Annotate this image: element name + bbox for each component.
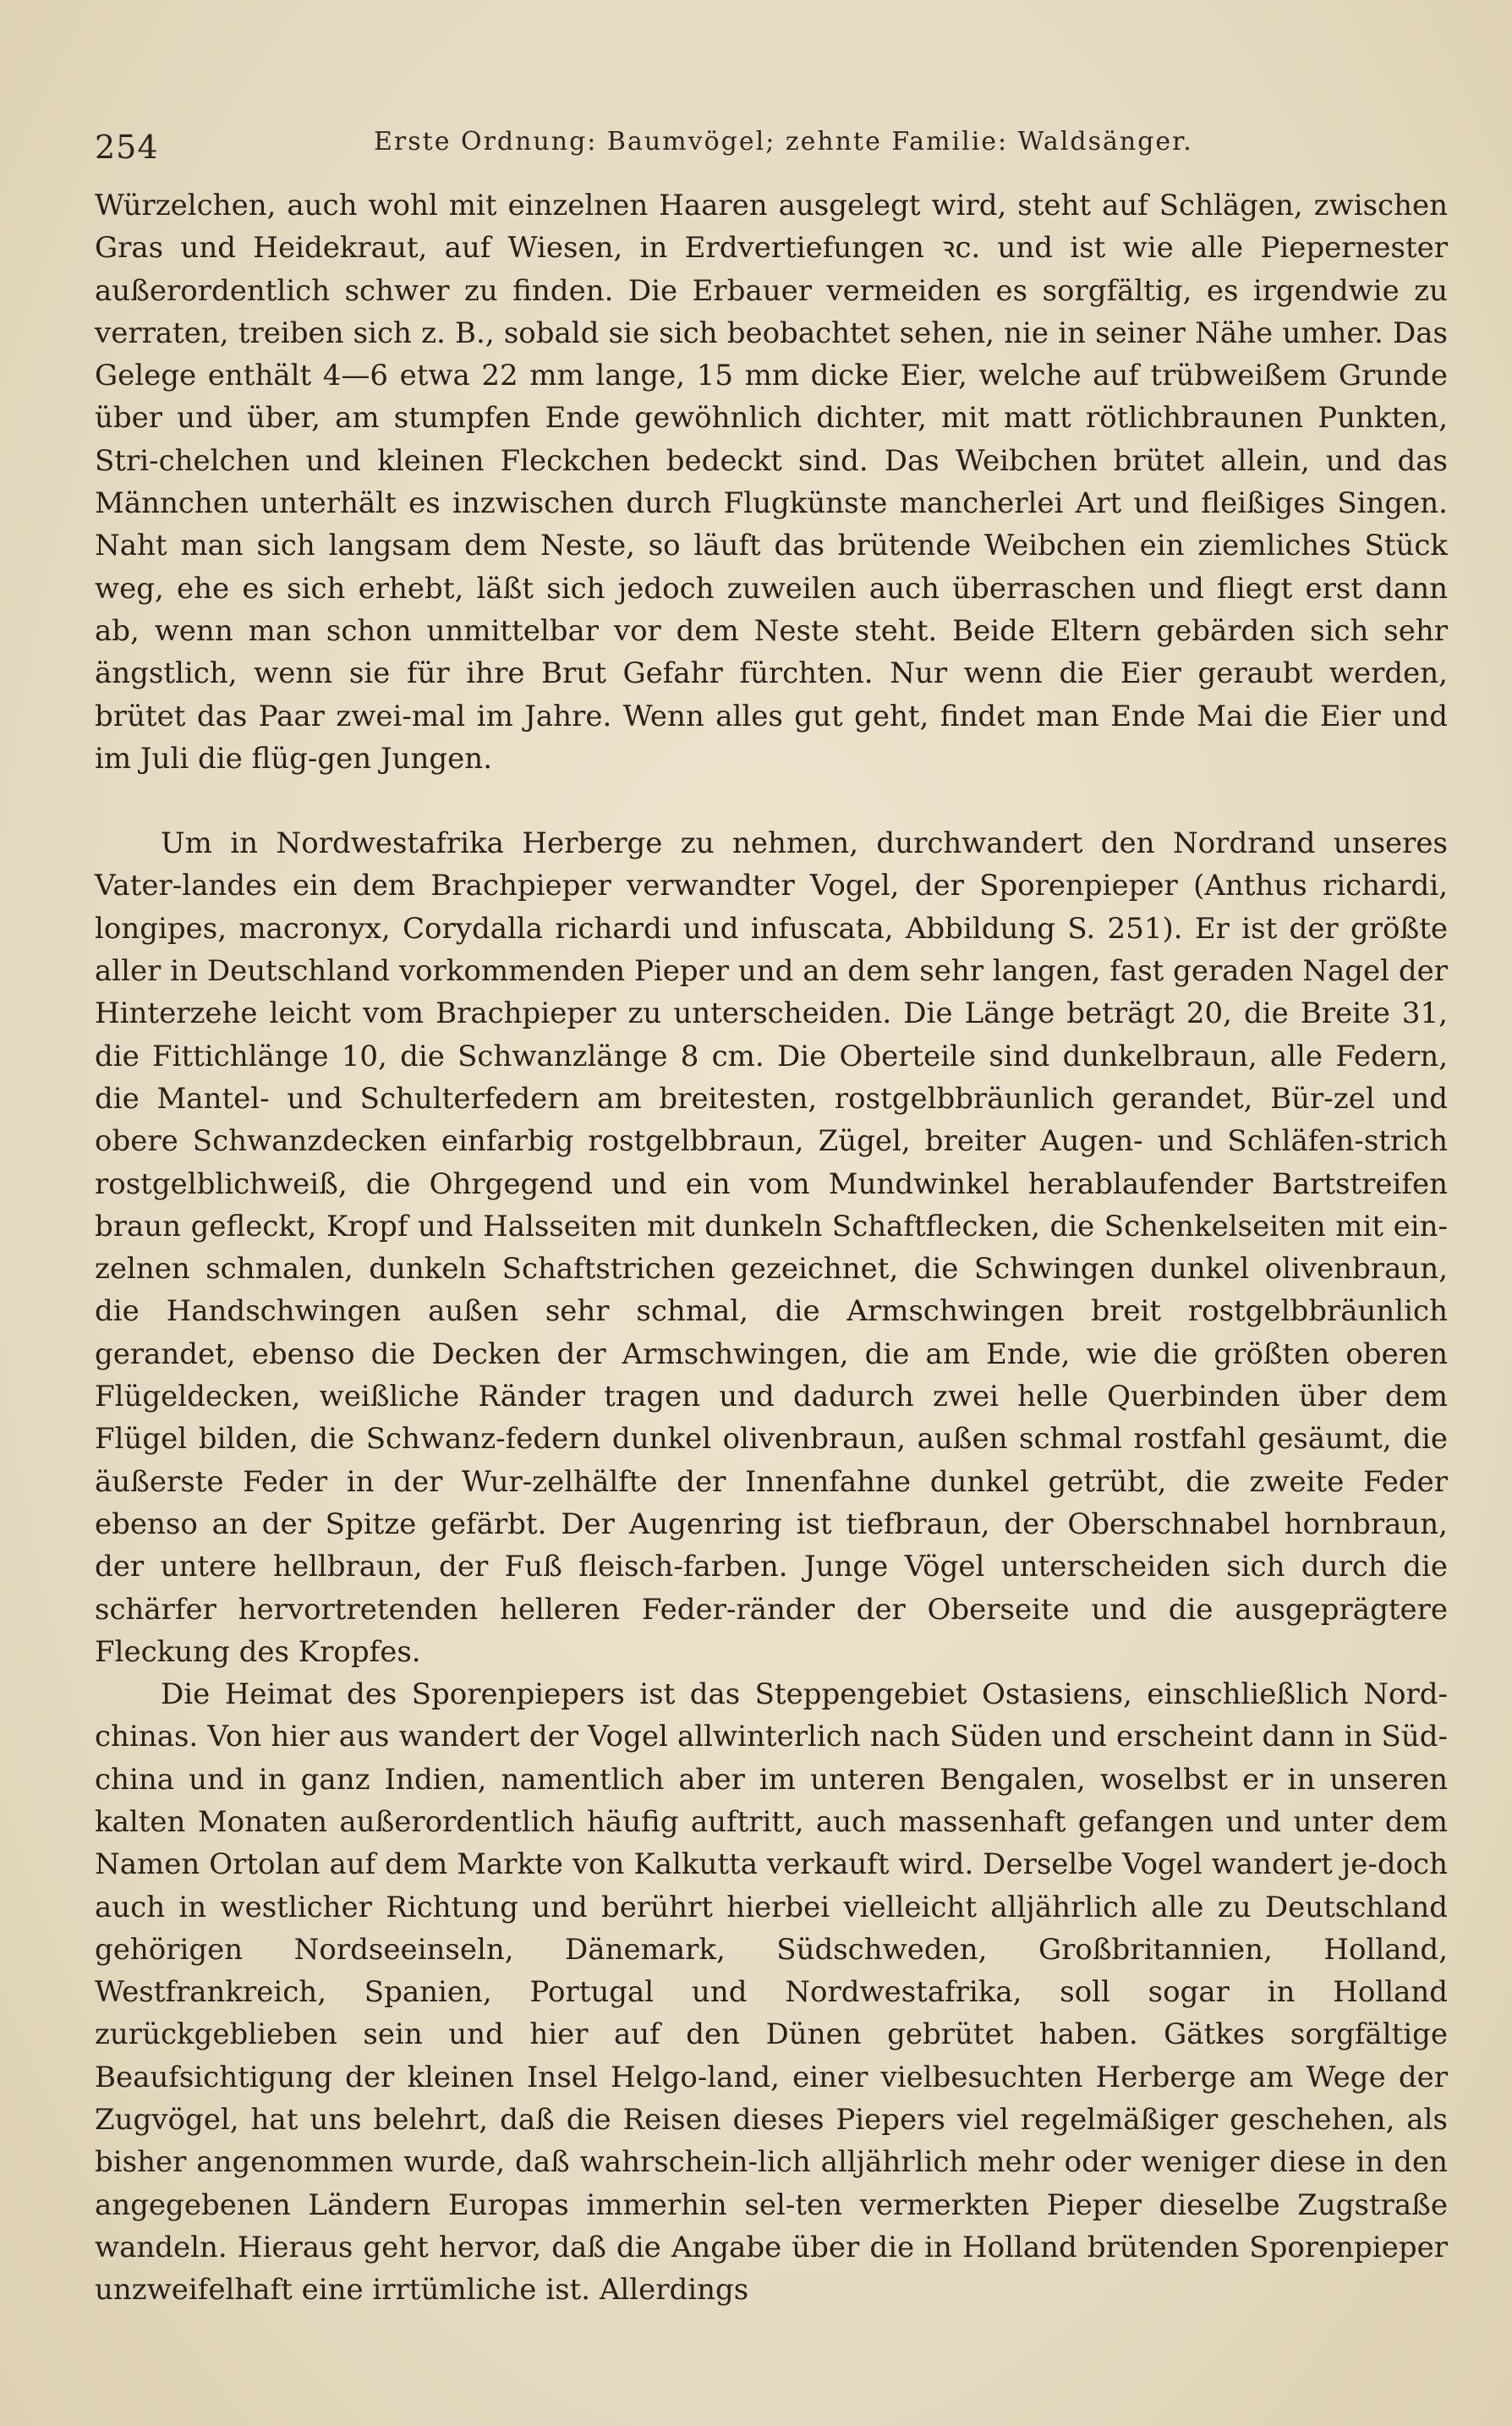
- paragraph-sporenpieper-description: Um in Nordwestafrika Herberge zu nehmen, durchwandert den Nordrand unseres Vater-landes ein dem Brachpieper verwandter Vogel, der Sporenpieper (Anthus richardi, longipes, macronyx, Corydalla richardi und infuscata, Abbildung S. 251). Er ist der größte aller in Deutschland vorkommenden Pieper und an dem sehr langen, fast geraden Nagel der Hinterzehe leicht vom Brachpieper zu unterscheiden. Die Länge beträgt 20, die Breite 31, die Fittichlänge 10, die Schwanzlänge 8 cm. Die Oberteile sind dunkelbraun, alle Federn, die Mantel- und Schulterfedern am breitesten, rostgelbbräunlich gerandet, Bür-zel und obere Schwanzdecken einfarbig rostgelbbraun, Zügel, breiter Augen- und Schläfen-strich rostgelblichweiß, die Ohrgegend und ein vom Mundwinkel herablaufender Bartstreifen braun gefleckt, Kropf und Halsseiten mit dunkeln Schaftflecken, die Schenkelseiten mit ein-zelnen schmalen, dunkeln Schaftstrichen gezeichnet, die Schwingen dunkel olivenbraun, die Handschwingen außen sehr schmal, die Armschwingen breit rostgelbbräunlich gerandet, ebenso die Decken der Armschwingen, die am Ende, wie die größten oberen Flügeldecken, weißliche Ränder tragen und dadurch zwei helle Querbinden über dem Flügel bilden, die Schwanz-federn dunkel olivenbraun, außen schmal rostfahl gesäumt, die äußerste Feder in der Wur-zelhälfte der Innenfahne dunkel getrübt, die zweite Feder ebenso an der Spitze gefärbt. Der Augenring ist tiefbraun, der Oberschnabel hornbraun, der untere hellbraun, der Fuß fleisch-farben. Junge Vögel unterscheiden sich durch die schärfer hervortretenden helleren Feder-ränder der Oberseite und die ausgeprägtere Fleckung des Kropfes.: [95, 826, 1448, 1669]
- page-number: 254: [95, 129, 159, 166]
- running-title: Erste Ordnung: Baumvögel; zehnte Familie: Waldsänger.: [374, 127, 1193, 156]
- body-text: [95, 184, 1448, 2312]
- paragraph-sporenpieper-range: Die Heimat des Sporenpiepers ist das Steppengebiet Ostasiens, einschließlich Nord-chinas. Von hier aus wandert der Vogel allwinterlich nach Süden und erscheint dann in Süd-china und in ganz Indien, namentlich aber im unteren Bengalen, woselbst er in unseren kalten Monaten außerordentlich häufig auftritt, auch massenhaft gefangen und unter dem Namen Ortolan auf dem Markte von Kalkutta verkauft wird. Derselbe Vogel wandert je-doch auch in westlicher Richtung und berührt hierbei vielleicht alljährlich alle zu Deutschland gehörigen Nordseeinseln, Dänemark, Südschweden, Großbritannien, Holland, Westfrankreich, Spanien, Portugal und Nordwestafrika, soll sogar in Holland zurückgeblieben sein und hier auf den Dünen gebrütet haben. Gätkes sorgfältige Beaufsichtigung der kleinen Insel Helgo-land, einer vielbesuchten Herberge am Wege der Zugvögel, hat uns belehrt, daß die Reisen dieses Piepers viel regelmäßiger geschehen, als bisher angenommen wurde, daß wahrschein-lich alljährlich mehr oder weniger diese in den angegebenen Ländern Europas immerhin sel-ten vermerkten Pieper dieselbe Zugstraße wandeln. Hieraus geht hervor, daß die Angabe über die in Holland brütenden Sporenpieper unzweifelhaft eine irrtümliche ist. Allerdings: [95, 1677, 1448, 2308]
- page-header: [95, 123, 1448, 174]
- paragraph-nest-and-eggs: Würzelchen, auch wohl mit einzelnen Haaren ausgelegt wird, steht auf Schlägen, zwischen Gras und Heidekraut, auf Wiesen, in Erdvertiefungen ꝛc. und ist wie alle Piepernester außerordentlich schwer zu finden. Die Erbauer vermeiden es sorgfältig, es irgendwie zu verraten, treiben sich z. B., sobald sie sich beobachtet sehen, nie in seiner Nähe umher. Das Gelege enthält 4—6 etwa 22 mm lange, 15 mm dicke Eier, welche auf trübweißem Grunde über und über, am stumpfen Ende gewöhnlich dichter, mit matt rötlichbraunen Punkten, Stri-chelchen und kleinen Fleckchen bedeckt sind. Das Weibchen brütet allein, und das Männchen unterhält es inzwischen durch Flugkünste mancherlei Art und fleißiges Singen. Naht man sich langsam dem Neste, so läuft das brütende Weibchen ein ziemliches Stück weg, ehe es sich erhebt, läßt sich jedoch zuweilen auch überraschen und fliegt erst dann ab, wenn man schon unmittelbar vor dem Neste steht. Beide Eltern gebärden sich sehr ängstlich, wenn sie für ihre Brut Gefahr fürchten. Nur wenn die Eier geraubt werden, brütet das Paar zwei-mal im Jahre. Wenn alles gut geht, findet man Ende Mai die Eier und im Juli die flüg-gen Jungen.: [95, 189, 1448, 776]
